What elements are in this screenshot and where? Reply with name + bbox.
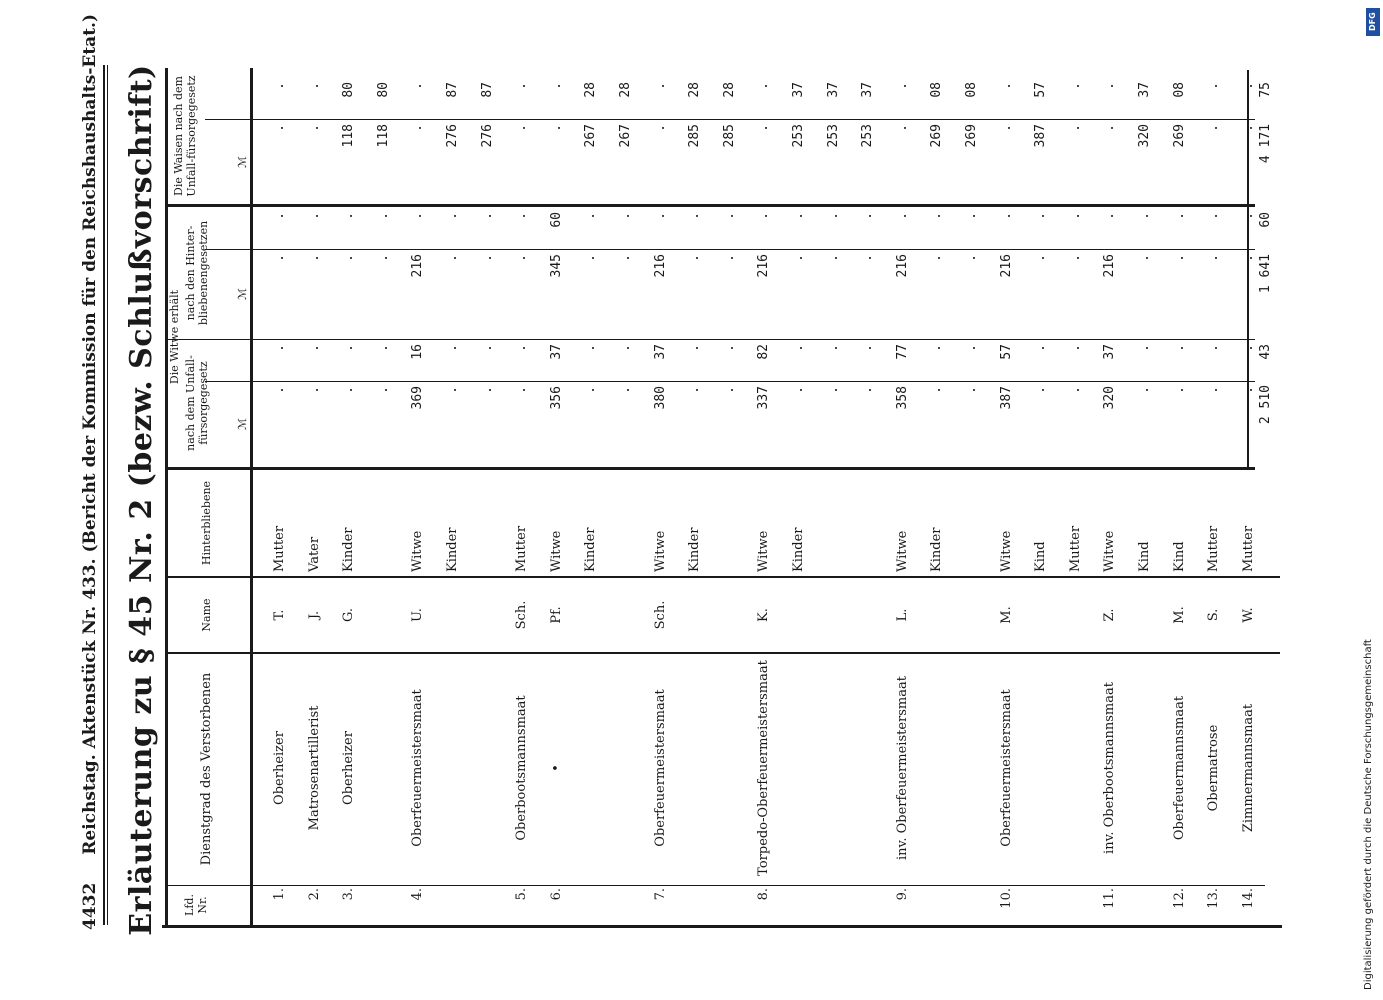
cell-oc: . bbox=[1240, 82, 1256, 90]
total-widow-unfall-cents: 43 bbox=[1258, 344, 1273, 360]
currency-label: ℳ bbox=[236, 288, 249, 300]
col-header-nr: Lfd. Nr. bbox=[183, 894, 209, 916]
cell-o: 253 bbox=[791, 124, 806, 148]
cell-wuc: . bbox=[825, 344, 841, 352]
cell-whc: . bbox=[375, 212, 391, 220]
cell-wuc: 37 bbox=[1102, 344, 1118, 360]
cell-wuc: . bbox=[445, 344, 460, 352]
cell-name: Sch. bbox=[652, 600, 668, 630]
col-header-orphans: Die Waisen nach dem Unfall-fürsorgegesetz bbox=[172, 75, 198, 197]
cell-whc: . bbox=[583, 212, 599, 220]
col-divider-nr bbox=[165, 885, 1265, 886]
cell-wuc: 16 bbox=[410, 344, 426, 360]
cell-wuc: 37 bbox=[548, 344, 564, 360]
cell-surv: Kinder bbox=[341, 527, 357, 572]
cell-wu: . bbox=[929, 386, 945, 394]
col-divider-name bbox=[165, 576, 1280, 578]
cell-oc: 37 bbox=[860, 82, 876, 98]
cell-wu: 320 bbox=[1102, 386, 1118, 410]
col-divider-wh-cents bbox=[205, 249, 1255, 250]
cell-whc: . bbox=[306, 212, 322, 220]
cell-o: . bbox=[894, 124, 910, 132]
cell-wu: 380 bbox=[652, 386, 668, 410]
cell-wh: . bbox=[479, 254, 495, 262]
cell-rank: inv. Oberbootsmannsmaat bbox=[1102, 682, 1118, 854]
cell-surv: Kinder bbox=[687, 527, 703, 572]
cell-oc: . bbox=[998, 82, 1014, 90]
cell-wu: . bbox=[306, 386, 322, 394]
cell-nr: 2. bbox=[306, 888, 322, 901]
cell-surv: Mutter bbox=[514, 525, 530, 572]
cell-wu: . bbox=[272, 386, 287, 394]
cell-wuc: . bbox=[1067, 344, 1083, 352]
cell-nr: 3. bbox=[341, 888, 357, 901]
cell-whc: . bbox=[479, 212, 495, 220]
cell-o: . bbox=[1067, 124, 1083, 132]
cell-oc: 80 bbox=[341, 82, 357, 98]
cell-wh: . bbox=[687, 254, 703, 262]
cell-whc: . bbox=[860, 212, 876, 220]
cell-name: M. bbox=[998, 606, 1014, 624]
cell-wuc: . bbox=[583, 344, 599, 352]
col-header-rank: Dienstgrad des Verstorbenen bbox=[199, 672, 214, 866]
cell-nr: 12. bbox=[1171, 888, 1187, 909]
cell-wh: 216 bbox=[998, 254, 1014, 278]
cell-surv: Witwe bbox=[652, 530, 668, 572]
cell-o: . bbox=[410, 124, 426, 132]
cell-oc: 37 bbox=[791, 82, 806, 98]
cell-wh: 216 bbox=[1102, 254, 1118, 278]
cell-wh: . bbox=[583, 254, 599, 262]
header-text: Reichstag. Aktenstück Nr. 433. (Bericht der Kommission für den Reichshaushalts-Etat.) bbox=[80, 13, 100, 855]
cell-wuc: . bbox=[687, 344, 703, 352]
cell-wh: . bbox=[721, 254, 737, 262]
cell-wh: . bbox=[341, 254, 357, 262]
cell-whc: . bbox=[652, 212, 668, 220]
cell-wh: . bbox=[618, 254, 633, 262]
cell-whc: . bbox=[964, 212, 979, 220]
cell-wu: . bbox=[825, 386, 841, 394]
cell-surv: Witwe bbox=[548, 530, 564, 572]
cell-wh: 345 bbox=[548, 254, 564, 278]
cell-rank: Oberheizer bbox=[341, 731, 357, 805]
cell-name: T. bbox=[272, 609, 287, 621]
cell-whc: . bbox=[618, 212, 633, 220]
cell-whc: . bbox=[1102, 212, 1118, 220]
total-widow-hinter-cents: 60 bbox=[1258, 212, 1273, 228]
cell-oc: 57 bbox=[1033, 82, 1049, 98]
cell-oc: 80 bbox=[375, 82, 391, 98]
cell-wu: . bbox=[1067, 386, 1083, 394]
cell-wuc: 82 bbox=[756, 344, 772, 360]
cell-wu: . bbox=[445, 386, 460, 394]
cell-wh: . bbox=[272, 254, 287, 262]
cell-wu: . bbox=[860, 386, 876, 394]
total-widow-hinter: 1 641 bbox=[1258, 254, 1273, 294]
col-divider-widow bbox=[165, 339, 1255, 340]
cell-wh: 216 bbox=[756, 254, 772, 278]
cell-o: . bbox=[1102, 124, 1118, 132]
cell-surv: Kinder bbox=[929, 527, 945, 572]
cell-wu: 358 bbox=[894, 386, 910, 410]
cell-surv: Mutter bbox=[1206, 525, 1222, 572]
cell-oc: 28 bbox=[618, 82, 633, 98]
header-rule bbox=[103, 65, 105, 925]
cell-wuc: . bbox=[1171, 344, 1187, 352]
cell-wu: . bbox=[514, 386, 530, 394]
cell-name: J. bbox=[306, 610, 322, 620]
cell-nr: 14. bbox=[1240, 888, 1256, 909]
total-widow-unfall: 2 510 bbox=[1258, 385, 1273, 425]
cell-surv: Witwe bbox=[998, 530, 1014, 572]
cell-whc: . bbox=[445, 212, 460, 220]
cell-rank: Oberfeuermeistersmaat bbox=[410, 689, 426, 847]
cell-o: . bbox=[1206, 124, 1222, 132]
cell-wuc: . bbox=[618, 344, 633, 352]
cell-o: 253 bbox=[860, 124, 876, 148]
col-divider-o-cents bbox=[205, 119, 1255, 120]
cell-oc: 37 bbox=[825, 82, 841, 98]
cell-name: M. bbox=[1171, 606, 1187, 624]
total-orphans: 4 171 bbox=[1258, 124, 1273, 164]
cell-rank: • bbox=[548, 764, 564, 772]
cell-wuc: . bbox=[306, 344, 322, 352]
total-orphans-cents: 75 bbox=[1258, 82, 1273, 98]
cell-o: 285 bbox=[721, 124, 737, 148]
cell-oc: . bbox=[272, 82, 287, 90]
cell-wu: . bbox=[341, 386, 357, 394]
cell-nr: 4. bbox=[410, 888, 426, 901]
cell-wuc: . bbox=[860, 344, 876, 352]
cell-whc: . bbox=[929, 212, 945, 220]
cell-o: 269 bbox=[929, 124, 945, 148]
cell-o: . bbox=[514, 124, 530, 132]
col-header-widow-hinter: nach den Hinter-bliebenengesetzen bbox=[184, 220, 210, 326]
cell-whc: . bbox=[341, 212, 357, 220]
cell-whc: . bbox=[998, 212, 1014, 220]
cell-wu: 337 bbox=[756, 386, 772, 410]
cell-oc: 28 bbox=[721, 82, 737, 98]
cell-wu: 356 bbox=[548, 386, 564, 410]
cell-name: G. bbox=[341, 607, 357, 623]
cell-oc: . bbox=[548, 82, 564, 90]
dfg-credit: Digitalisierung gefördert durch die Deutsche Forschungsgemeinschaft bbox=[1363, 639, 1374, 990]
cell-wh: 216 bbox=[410, 254, 426, 278]
cell-whc: . bbox=[1067, 212, 1083, 220]
cell-whc: . bbox=[1033, 212, 1049, 220]
cell-wh: . bbox=[1033, 254, 1049, 262]
cell-o: 118 bbox=[341, 124, 357, 148]
cell-wu: . bbox=[583, 386, 599, 394]
cell-wuc: 77 bbox=[894, 344, 910, 360]
cell-o: 269 bbox=[964, 124, 979, 148]
cell-rank: inv. Oberfeuermeistersmaat bbox=[894, 676, 910, 860]
cell-whc: . bbox=[1171, 212, 1187, 220]
cell-o: . bbox=[1240, 124, 1256, 132]
cell-name: S. bbox=[1206, 608, 1222, 622]
cell-rank: Oberfeuermannsmaat bbox=[1171, 695, 1187, 841]
currency-label: ℳ bbox=[236, 156, 249, 168]
header-rule-thin bbox=[107, 65, 108, 925]
cell-rank: Zimmermannsmaat bbox=[1240, 703, 1256, 833]
cell-rank: Oberheizer bbox=[272, 731, 287, 805]
cell-wh: . bbox=[1171, 254, 1187, 262]
col-divider-survivors bbox=[165, 467, 1255, 470]
cell-wh: . bbox=[306, 254, 322, 262]
cell-o: 253 bbox=[825, 124, 841, 148]
cell-o: 320 bbox=[1137, 124, 1152, 148]
cell-wuc: . bbox=[721, 344, 737, 352]
cell-o: . bbox=[652, 124, 668, 132]
cell-name: U. bbox=[410, 608, 426, 622]
cell-o: . bbox=[548, 124, 564, 132]
cell-surv: Witwe bbox=[894, 530, 910, 572]
cell-surv: Mutter bbox=[272, 525, 287, 572]
cell-surv: Witwe bbox=[1102, 530, 1118, 572]
cell-oc: . bbox=[756, 82, 772, 90]
cell-rank: Oberfeuermeistersmaat bbox=[652, 689, 668, 847]
cell-oc: . bbox=[894, 82, 910, 90]
cell-nr: 5. bbox=[514, 888, 530, 901]
cell-oc: . bbox=[1206, 82, 1222, 90]
cell-wuc: . bbox=[1240, 344, 1256, 352]
table-left-rule bbox=[162, 925, 1282, 928]
cell-wh: . bbox=[514, 254, 530, 262]
cell-wu: . bbox=[1206, 386, 1222, 394]
cell-wuc: . bbox=[479, 344, 495, 352]
cell-rank: Oberbootsmannsmaat bbox=[514, 695, 530, 841]
cell-o: . bbox=[756, 124, 772, 132]
cell-whc: . bbox=[1206, 212, 1222, 220]
cell-nr: 9. bbox=[894, 888, 910, 901]
cell-o: 276 bbox=[445, 124, 460, 148]
cell-wh: . bbox=[791, 254, 806, 262]
cell-wu: 369 bbox=[410, 386, 426, 410]
cell-oc: . bbox=[1102, 82, 1118, 90]
cell-o: 269 bbox=[1171, 124, 1187, 148]
cell-o: . bbox=[272, 124, 287, 132]
cell-rank: Oberfeuermeistersmaat bbox=[998, 689, 1014, 847]
cell-surv: Kind bbox=[1033, 541, 1049, 572]
cell-wh: . bbox=[964, 254, 979, 262]
cell-wuc: 37 bbox=[652, 344, 668, 360]
cell-whc: . bbox=[1137, 212, 1152, 220]
cell-wu: . bbox=[721, 386, 737, 394]
cell-rank: Obermatrose bbox=[1206, 724, 1222, 812]
cell-whc: . bbox=[514, 212, 530, 220]
cell-oc: 28 bbox=[687, 82, 703, 98]
cell-name: Z. bbox=[1102, 608, 1118, 622]
cell-name: W. bbox=[1240, 607, 1256, 623]
cell-surv: Kind bbox=[1171, 541, 1187, 572]
cell-o: 267 bbox=[583, 124, 599, 148]
cell-wuc: . bbox=[1206, 344, 1222, 352]
cell-wuc: . bbox=[375, 344, 391, 352]
col-header-widow-unfall: nach dem Unfall-fürsorgegesetz bbox=[184, 355, 210, 451]
cell-nr: 7. bbox=[652, 888, 668, 901]
cell-whc: . bbox=[825, 212, 841, 220]
cell-wh: . bbox=[1240, 254, 1256, 262]
cell-wuc: . bbox=[791, 344, 806, 352]
cell-surv: Vater bbox=[306, 536, 322, 572]
cell-surv: Mutter bbox=[1240, 525, 1256, 572]
cell-whc: . bbox=[410, 212, 426, 220]
cell-wu: . bbox=[964, 386, 979, 394]
cell-whc: . bbox=[721, 212, 737, 220]
page-title: Erläuterung zu § 45 Nr. 2 (bezw. Schlußvorschrift) bbox=[124, 64, 159, 936]
cell-wu: . bbox=[791, 386, 806, 394]
cell-oc: 08 bbox=[964, 82, 979, 98]
cell-wu: . bbox=[375, 386, 391, 394]
col-header-widow-group: Die Witwe erhält bbox=[168, 289, 181, 385]
running-header bbox=[80, 13, 100, 930]
cell-surv: Witwe bbox=[410, 530, 426, 572]
cell-surv: Mutter bbox=[1067, 525, 1083, 572]
cell-wu: . bbox=[618, 386, 633, 394]
cell-wh: . bbox=[929, 254, 945, 262]
cell-wu: . bbox=[479, 386, 495, 394]
cell-o: . bbox=[998, 124, 1014, 132]
cell-o: 285 bbox=[687, 124, 703, 148]
cell-oc: 37 bbox=[1137, 82, 1152, 98]
cell-whc: . bbox=[687, 212, 703, 220]
cell-rank: Torpedo-Oberfeuermeistersmaat bbox=[756, 660, 772, 876]
cell-wh: . bbox=[375, 254, 391, 262]
cell-wh: 216 bbox=[894, 254, 910, 278]
cell-nr: 10. bbox=[998, 888, 1014, 909]
cell-surv: Kinder bbox=[791, 527, 806, 572]
cell-oc: . bbox=[306, 82, 322, 90]
col-divider-wu-cents bbox=[205, 381, 1255, 382]
cell-oc: . bbox=[410, 82, 426, 90]
cell-wu: . bbox=[1240, 386, 1256, 394]
cell-oc: . bbox=[1067, 82, 1083, 90]
cell-nr: 6. bbox=[548, 888, 564, 901]
table-top-rule bbox=[165, 68, 168, 928]
table-head-rule bbox=[250, 68, 253, 928]
col-divider-rank bbox=[165, 652, 1280, 654]
cell-oc: . bbox=[652, 82, 668, 90]
cell-surv: Kinder bbox=[583, 527, 599, 572]
cell-oc: 08 bbox=[929, 82, 945, 98]
cell-whc: . bbox=[894, 212, 910, 220]
cell-wh: 216 bbox=[652, 254, 668, 278]
cell-nr: 13. bbox=[1206, 888, 1222, 909]
cell-rank: Matrosenartillerist bbox=[306, 705, 322, 831]
col-header-name: Name bbox=[200, 598, 213, 632]
cell-whc: . bbox=[1240, 212, 1256, 220]
cell-wuc: . bbox=[964, 344, 979, 352]
cell-oc: 28 bbox=[583, 82, 599, 98]
cell-o: 267 bbox=[618, 124, 633, 148]
cell-wu: 387 bbox=[998, 386, 1014, 410]
cell-wu: . bbox=[687, 386, 703, 394]
cell-wh: . bbox=[1206, 254, 1222, 262]
cell-wuc: . bbox=[514, 344, 530, 352]
cell-o: 118 bbox=[375, 124, 391, 148]
cell-name: Pf. bbox=[548, 606, 564, 624]
cell-wuc: . bbox=[341, 344, 357, 352]
cell-wuc: . bbox=[929, 344, 945, 352]
cell-wuc: . bbox=[1137, 344, 1152, 352]
page-number: 4432 bbox=[80, 882, 100, 930]
cell-surv: Witwe bbox=[756, 530, 772, 572]
cell-wh: . bbox=[1067, 254, 1083, 262]
col-header-survivors: Hinterbliebene bbox=[200, 480, 213, 566]
currency-label: ℳ bbox=[236, 418, 249, 430]
col-divider-widow-end bbox=[165, 204, 1255, 207]
cell-whc: . bbox=[791, 212, 806, 220]
cell-oc: . bbox=[514, 82, 530, 90]
cell-wh: . bbox=[1137, 254, 1152, 262]
cell-wuc: 57 bbox=[998, 344, 1014, 360]
cell-whc: . bbox=[756, 212, 772, 220]
cell-oc: 08 bbox=[1171, 82, 1187, 98]
cell-wu: . bbox=[1033, 386, 1049, 394]
cell-nr: 11. bbox=[1102, 888, 1118, 909]
cell-wh: . bbox=[445, 254, 460, 262]
cell-nr: 8. bbox=[756, 888, 772, 901]
cell-wuc: . bbox=[272, 344, 287, 352]
cell-oc: 87 bbox=[445, 82, 460, 98]
cell-wh: . bbox=[825, 254, 841, 262]
dfg-logo: DFG bbox=[1366, 8, 1380, 36]
cell-wh: . bbox=[860, 254, 876, 262]
cell-oc: 87 bbox=[479, 82, 495, 98]
cell-name: Sch. bbox=[514, 600, 530, 630]
cell-whc: 60 bbox=[548, 212, 564, 228]
cell-wu: . bbox=[1137, 386, 1152, 394]
cell-nr: 1. bbox=[272, 888, 287, 901]
cell-surv: Kinder bbox=[445, 527, 460, 572]
cell-name: K. bbox=[756, 608, 772, 622]
cell-o: 276 bbox=[479, 124, 495, 148]
cell-surv: Kind bbox=[1137, 541, 1152, 572]
cell-wu: . bbox=[1171, 386, 1187, 394]
cell-name: L. bbox=[894, 608, 910, 622]
cell-whc: . bbox=[272, 212, 287, 220]
cell-wuc: . bbox=[1033, 344, 1049, 352]
cell-o: 387 bbox=[1033, 124, 1049, 148]
cell-o: . bbox=[306, 124, 322, 132]
